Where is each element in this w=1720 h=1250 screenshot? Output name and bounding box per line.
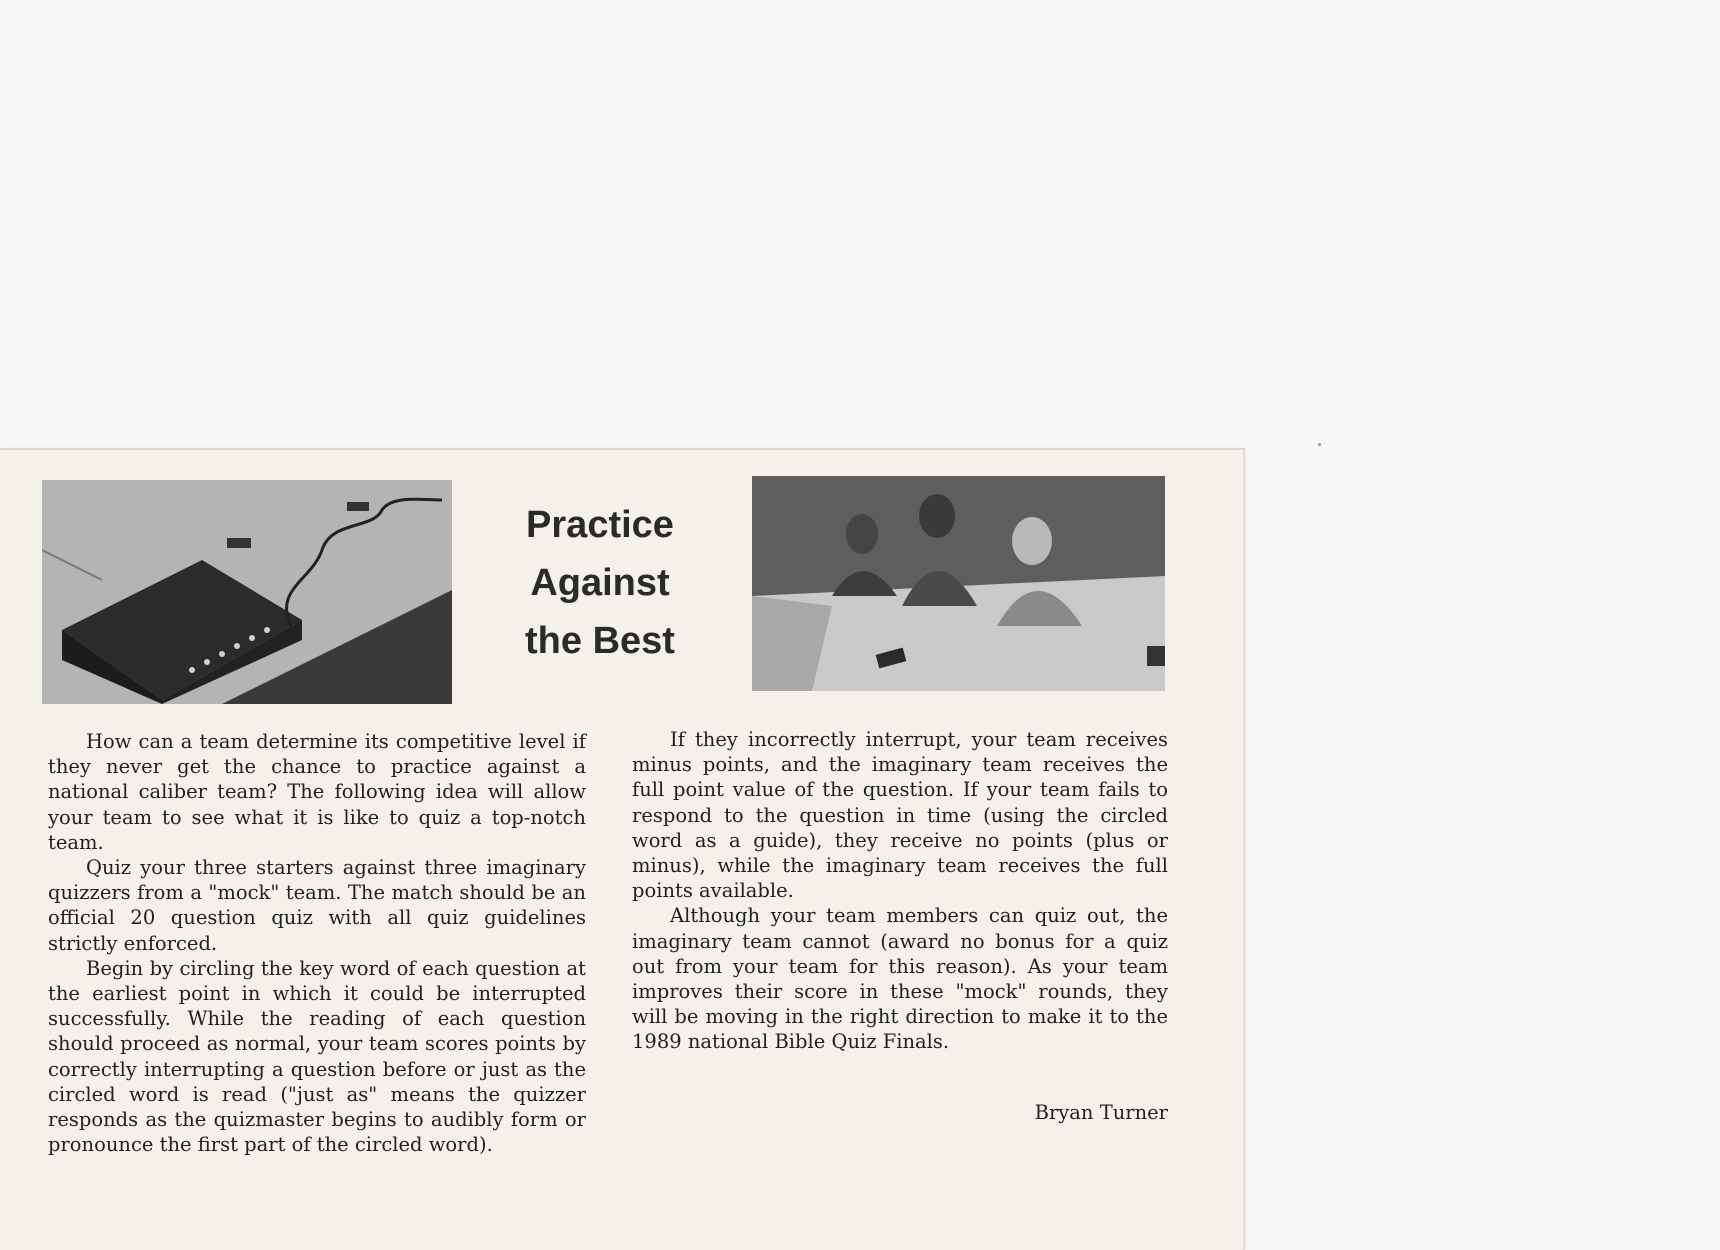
title-line-1: Practice xyxy=(526,504,674,546)
article-column-left xyxy=(48,729,586,1157)
article-column-right xyxy=(632,727,1168,1055)
quiz-buzzer-box-photo xyxy=(42,480,452,704)
author-byline: Bryan Turner xyxy=(1034,1101,1168,1124)
title-line-3: the Best xyxy=(525,620,675,662)
article-title xyxy=(470,496,730,670)
three-quizzers-photo xyxy=(752,476,1165,691)
paragraph: If they incorrectly interrupt, your team receives minus points, and the imaginary team receives the full point value of the question. If your team fails to respond to the question in time (using the circled word as a guide), they receive no points (plus or minus), while the imaginary team receives the full points available. xyxy=(632,728,1168,903)
newsletter-clipping xyxy=(0,448,1245,1250)
paragraph: Quiz your three starters against three imaginary quizzers from a "mock" team. The match should be an official 20 question quiz with all quiz guidelines strictly enforced. xyxy=(48,856,586,955)
scan-speck xyxy=(1318,443,1321,446)
paragraph: How can a team determine its competitive level if they never get the chance to practice against a national caliber team? The following idea will allow your team to see what it is like to quiz a top-notch team. xyxy=(48,730,586,854)
title-line-2: Against xyxy=(530,562,670,604)
paragraph: Begin by circling the key word of each question at the earliest point in which it could be interrupted successfully. While the reading of each question should proceed as normal, your team scores points by correctly interrupting a question before or just as the circled word is read ("just as" means the quizzer responds as the quizmaster begins to audibly form or pronounce the first part of the circled word). xyxy=(48,956,586,1157)
paragraph: Although your team members can quiz out, the imaginary team cannot (award no bonus for a quiz out from your team for this reason). As your team improves their score in these "mock" rounds, they will be moving in the right direction to make it to the 1989 national Bible Quiz Finals. xyxy=(632,904,1168,1054)
